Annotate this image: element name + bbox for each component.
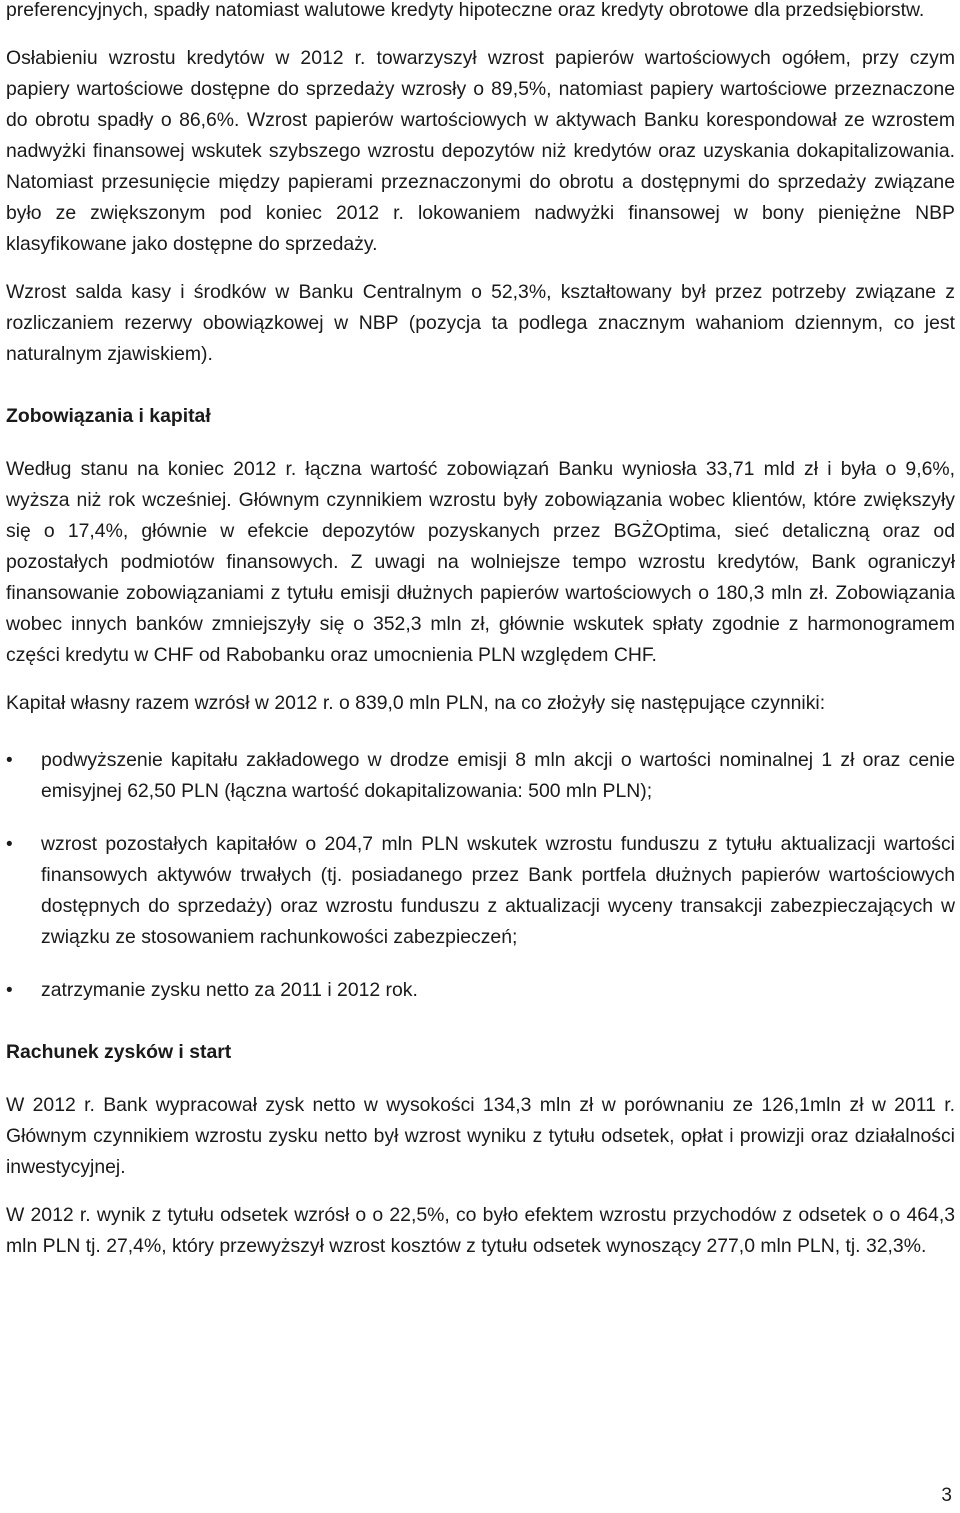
paragraph-liabilities: Według stanu na koniec 2012 r. łączna wartość zobowiązań Banku wyniosła 33,71 mld zł i była o 9,6%, wyższa niż rok wcześniej. Głównym czynnikiem wzrostu były zobowiązania wobec klientów, które zwiększyły się o 17,4%, głównie w efekcie depozytów pozyskanych przez BGŻOptima, sieć detaliczną oraz od pozostałych podmiotów finansowych. Z uwagi na wolniejsze tempo wzrostu kredytów, Bank ograniczył finansowanie zobowiązaniami z tytułu emisji dłużnych papierów wartościowych o 180,3 mln zł. Zobowiązania wobec innych banków zmniejszyły się o 352,3 mln zł, głównie wskutek spłaty zgodnie z harmonogramem części kredytu w CHF od Rabobanku oraz umocnienia PLN względem CHF. bbox=[6, 458, 955, 666]
list-item-text: wzrost pozostałych kapitałów o 204,7 mln PLN wskutek wzrostu funduszu z tytułu aktualizacji wartości finansowych aktywów trwałych (tj. posiadanego przez Bank portfela dłużnych papierów wartościowych dostępnych do sprzedaży) oraz wzrostu funduszu z aktualizacji wyceny transakcji zabezpieczających w związku ze stosowaniem rachunkowości zabezpieczeń; bbox=[41, 833, 955, 948]
document-page bbox=[6, 0, 955, 1262]
bullet-icon: • bbox=[6, 750, 13, 771]
paragraph-equity: Kapitał własny razem wzrósł w 2012 r. o 839,0 mln PLN, na co złożyły się następujące czynniki: bbox=[6, 692, 826, 714]
list-item bbox=[6, 829, 955, 953]
paragraph-securities: Osłabieniu wzrostu kredytów w 2012 r. towarzyszył wzrost papierów wartościowych ogółem, przy czym papiery wartościowe dostępne do sprzedaży wzrosły o 89,5%, natomiast papiery wartościowe przeznaczone do obrotu spadły o 86,6%. Wzrost papierów wartościowych w aktywach Banku korespondował ze wzrostem nadwyżki finansowej wskutek szybszego wzrostu depozytów niż kredytów oraz uzyskania dokapitalizowania. Natomiast przesunięcie między papierami przeznaczonymi do obrotu a dostępnymi do sprzedaży związane było ze zwiększonym pod koniec 2012 r. lokowaniem nadwyżki finansowej w bony pieniężne NBP klasyfikowane jako dostępne do sprzedaży. bbox=[6, 47, 955, 255]
paragraph-interest-result: W 2012 r. wynik z tytułu odsetek wzrósł o o 22,5%, co było efektem wzrostu przychodów z odsetek o o 464,3 mln PLN tj. 27,4%, który przewyższył wzrost kosztów z tytułu odsetek wynoszący 277,0 mln PLN, tj. 32,3%. bbox=[6, 1204, 955, 1257]
bullet-icon: • bbox=[6, 834, 13, 855]
page-number: 3 bbox=[941, 1485, 952, 1506]
paragraph-cash-balance: Wzrost salda kasy i środków w Banku Centralnym o 52,3%, kształtowany był przez potrzeby związane z rozliczaniem rezerwy obowiązkowej w NBP (pozycja ta podlega znacznym wahaniom dziennym, co jest naturalnym zjawiskiem). bbox=[6, 281, 955, 365]
paragraph-net-profit: W 2012 r. Bank wypracował zysk netto w wysokości 134,3 mln zł w porównaniu ze 126,1mln zł w 2011 r. Głównym czynnikiem wzrostu zysku netto był wzrost wyniku z tytułu odsetek, opłat i prowizji oraz działalności inwestycyjnej. bbox=[6, 1094, 955, 1178]
equity-factors-list bbox=[6, 745, 955, 1006]
list-item bbox=[6, 975, 955, 1006]
heading-income-statement: Rachunek zysków i start bbox=[6, 1041, 232, 1063]
list-item bbox=[6, 745, 955, 807]
heading-liabilities-capital: Zobowiązania i kapitał bbox=[6, 405, 211, 427]
paragraph-credit-continuation: preferencyjnych, spadły natomiast walutowe kredyty hipoteczne oraz kredyty obrotowe dla przedsiębiorstw. bbox=[6, 0, 925, 21]
list-item-text: podwyższenie kapitału zakładowego w drodze emisji 8 mln akcji o wartości nominalnej 1 zł oraz cenie emisyjnej 62,50 PLN (łączna wartość dokapitalizowania: 500 mln PLN); bbox=[41, 749, 955, 802]
list-item-text: zatrzymanie zysku netto za 2011 i 2012 rok. bbox=[41, 979, 418, 1001]
bullet-icon: • bbox=[6, 980, 13, 1001]
